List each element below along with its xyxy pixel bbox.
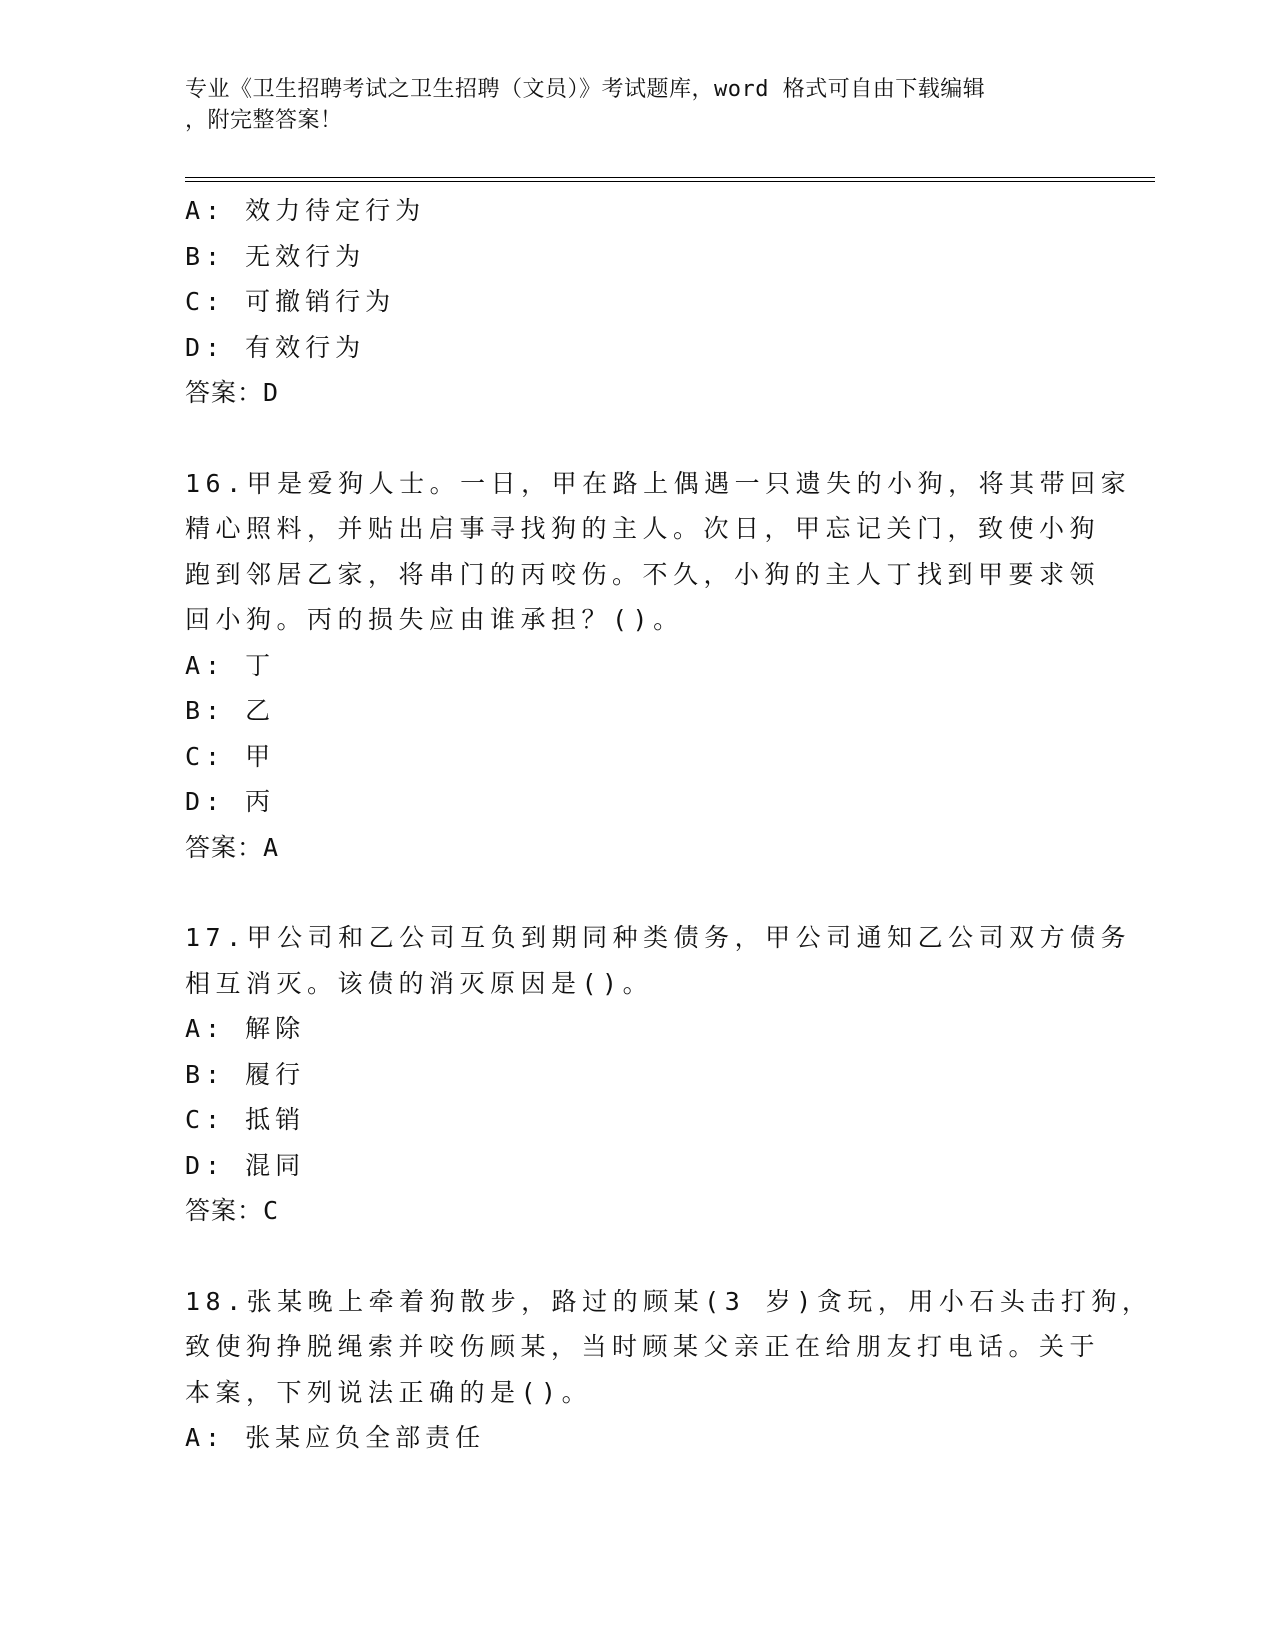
- option-d: D: 丙: [185, 787, 276, 816]
- option-a: A: 解除: [185, 1014, 306, 1043]
- stem-line: 18.张某晚上牵着狗散步，路过的顾某(3 岁)贪玩，用小石头击打狗，: [185, 1286, 1153, 1316]
- stem-line: 跑到邻居乙家，将串门的丙咬伤。不久，小狗的主人丁找到甲要求领: [185, 559, 1101, 589]
- stem-line: 致使狗挣脱绳索并咬伤顾某，当时顾某父亲正在给朋友打电话。关于: [185, 1332, 1101, 1361]
- answer-line: [185, 1188, 1075, 1234]
- answer-value: D: [263, 378, 280, 407]
- answer-value: A: [263, 832, 280, 862]
- question-15: [185, 188, 1075, 416]
- header-rule-bottom: [185, 181, 1155, 182]
- header-line-1: 专业《卫生招聘考试之卫生招聘（文员）》考试题库，word 格式可自由下载编辑: [185, 77, 986, 102]
- stem-line: 精心照料，并贴出启事寻找狗的主人。次日，甲忘记关门，致使小狗: [185, 514, 1101, 543]
- question-18: [185, 1279, 1153, 1461]
- answer-label: 答案：: [185, 832, 264, 862]
- answer-label: 答案：: [185, 378, 264, 407]
- question-16: [185, 461, 1132, 871]
- question-list: [185, 188, 1153, 1461]
- header-line-2: ，附完整答案！: [185, 108, 343, 133]
- answer-line: [185, 825, 1075, 871]
- stem-line: 相互消灭。该债的消灭原因是()。: [185, 968, 654, 998]
- stem-line: 本案，下列说法正确的是()。: [185, 1377, 593, 1407]
- option-c: C: 抵销: [185, 1105, 306, 1134]
- option-a: A: 丁: [185, 650, 276, 680]
- option-d: D: 混同: [185, 1150, 306, 1180]
- option-c: C: 甲: [185, 741, 276, 771]
- stem-line: 回小狗。丙的损失应由谁承担？()。: [185, 605, 684, 634]
- question-17: [185, 915, 1132, 1234]
- option-c: C: 可撤销行为: [185, 287, 396, 316]
- answer-line: [185, 370, 1075, 416]
- option-a: A: 张某应负全部责任: [185, 1423, 486, 1452]
- stem-line: 16.甲是爱狗人士。一日，甲在路上偶遇一只遗失的小狗，将其带回家: [185, 468, 1132, 498]
- answer-label: 答案：: [185, 1196, 264, 1225]
- question-stem: [185, 915, 1132, 1006]
- stem-line: 17.甲公司和乙公司互负到期同种类债务，甲公司通知乙公司双方债务: [185, 923, 1132, 952]
- option-b: B: 无效行为: [185, 241, 366, 271]
- header-rule-top: [185, 177, 1155, 178]
- question-stem: [185, 461, 1132, 643]
- document-header: [185, 74, 1065, 136]
- option-b: B: 乙: [185, 696, 276, 725]
- answer-value: C: [263, 1196, 280, 1225]
- question-stem: [185, 1279, 1153, 1416]
- option-d: D: 有效行为: [185, 332, 366, 362]
- option-b: B: 履行: [185, 1059, 306, 1089]
- option-a: A: 效力待定行为: [185, 196, 426, 225]
